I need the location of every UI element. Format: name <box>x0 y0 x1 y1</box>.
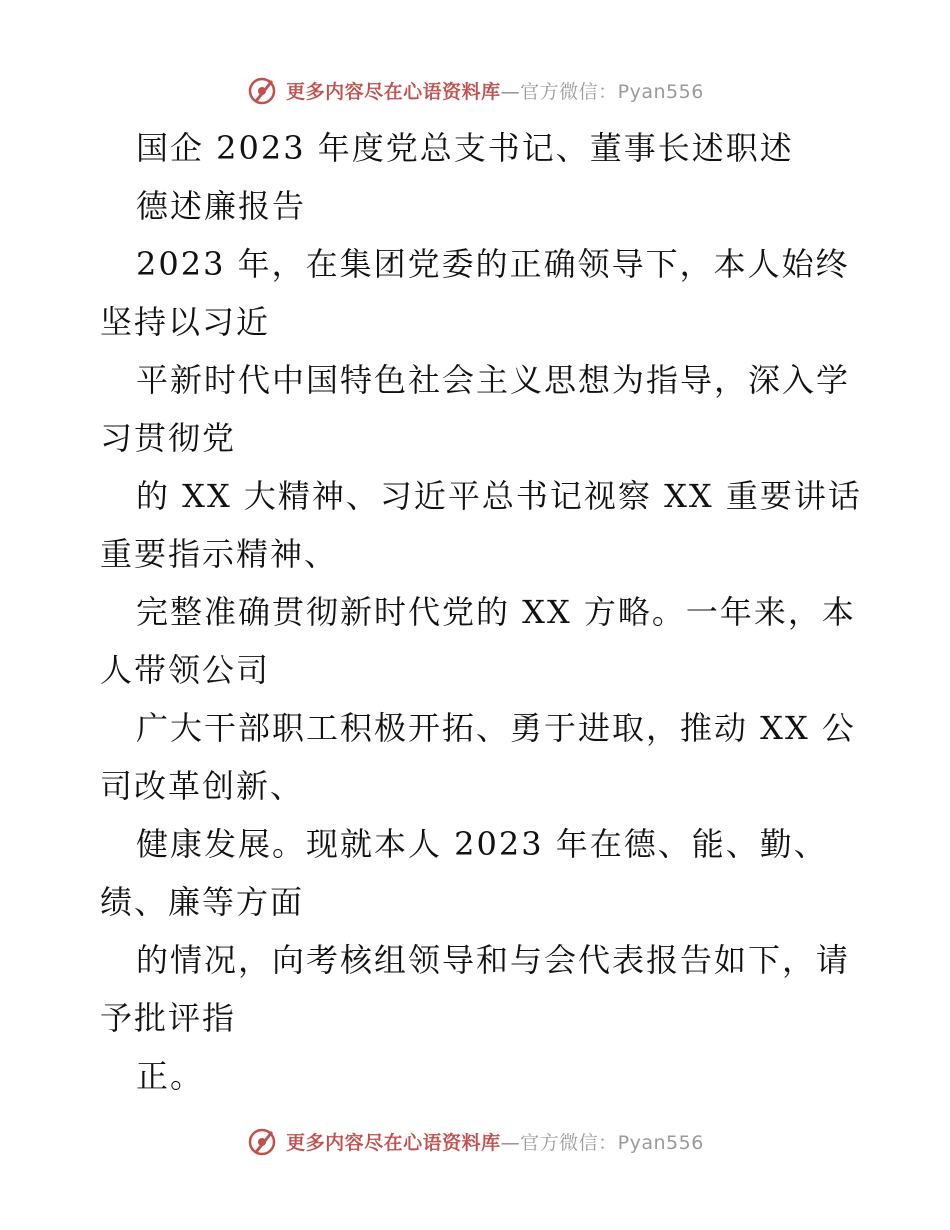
paragraph-line: 绩、廉等方面 <box>100 883 305 921</box>
paragraph-line: 广大干部职工积极开拓、勇于进取，推动 XX 公 <box>136 709 856 747</box>
quill-logo-icon <box>246 1125 278 1157</box>
paragraph-line: 习贯彻党 <box>100 419 237 457</box>
paragraph-line: 重要指示精神、 <box>100 535 339 573</box>
paragraph-line: 正。 <box>136 1057 205 1095</box>
document-title-line-1: 国企 2023 年度党总支书记、董事长述职述 <box>136 129 794 167</box>
footer-watermark <box>0 1121 950 1161</box>
paragraph-line: 人带领公司 <box>100 651 271 689</box>
document-title-line-2: 德述廉报告 <box>136 187 307 225</box>
paragraph-line: 的情况，向考核组领导和与会代表报告如下，请 <box>136 941 851 979</box>
quill-logo-icon <box>246 74 278 106</box>
paragraph-line: 予批评指 <box>100 999 237 1037</box>
paragraph-line: 司改革创新、 <box>100 767 305 805</box>
watermark-contact-text: 官方微信：Pyan556 <box>520 1131 704 1154</box>
paragraph-line: 坚持以习近 <box>100 303 271 341</box>
paragraph-line: 完整准确贯彻新时代党的 XX 方略。一年来，本 <box>136 593 856 631</box>
watermark-dash: — <box>500 1131 521 1154</box>
paragraph-line: 2023 年，在集团党委的正确领导下，本人始终 <box>136 245 850 283</box>
header-watermark <box>0 70 950 110</box>
paragraph-line: 的 XX 大精神、习近平总书记视察 XX 重要讲话 <box>136 477 862 515</box>
watermark-dash: — <box>500 80 521 103</box>
watermark-contact-text: 官方微信：Pyan556 <box>520 80 704 103</box>
watermark-main-text: 更多内容尽在心语资料库 <box>286 1131 501 1154</box>
paragraph-line: 平新时代中国特色社会主义思想为指导，深入学 <box>136 361 851 399</box>
watermark-main-text: 更多内容尽在心语资料库 <box>286 80 501 103</box>
paragraph-line: 健康发展。现就本人 2023 年在德、能、勤、 <box>136 825 828 863</box>
